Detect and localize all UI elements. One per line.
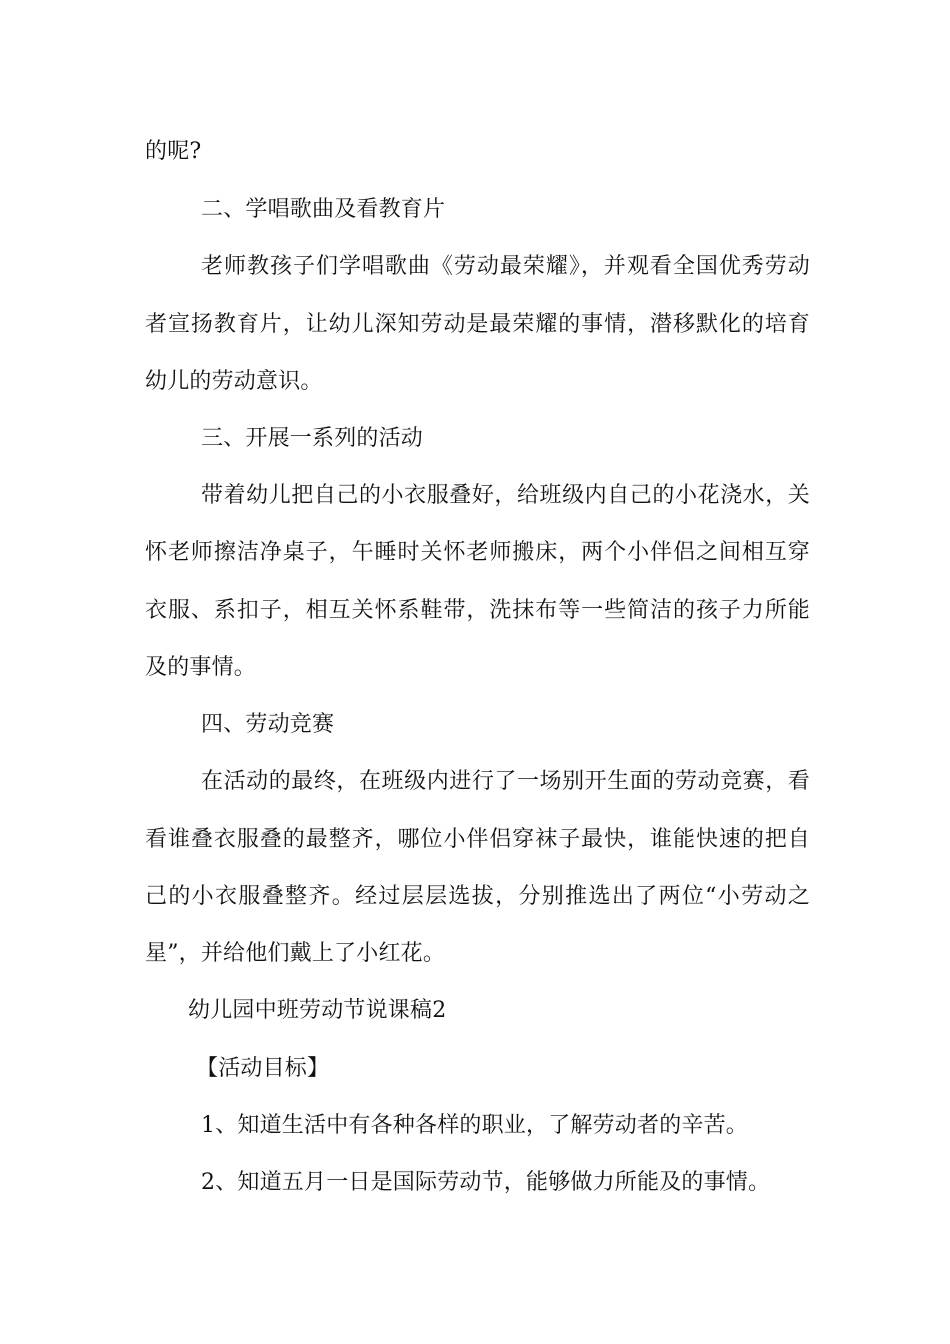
text-line: 己的小衣服叠整齐。经过层层选拔，分别推选出了两位“小劳动之 — [145, 884, 810, 909]
text-line: 怀老师擦洁净桌子，午睡时关怀老师搬床，两个小伴侣之间相互穿 — [145, 540, 810, 565]
text-line: 在活动的最终，在班级内进行了一场别开生面的劳动竞赛，看 — [201, 769, 810, 794]
section-heading: 四、劳动竞赛 — [201, 712, 335, 737]
text-line: 带着幼儿把自己的小衣服叠好，给班级内自己的小花浇水，关 — [201, 483, 810, 508]
list-item: 1、知道生活中有各种各样的职业，了解劳动者的辛苦。 — [201, 1113, 748, 1138]
text-line: 的呢? — [145, 139, 202, 164]
document-title: 幼儿园中班劳动节说课稿2 — [188, 998, 447, 1023]
text-line: 衣服、系扣子，相互关怀系鞋带，洗抹布等一些简洁的孩子力所能 — [145, 598, 810, 623]
subsection-heading: 【活动目标】 — [196, 1056, 330, 1081]
section-heading: 二、学唱歌曲及看教育片 — [201, 197, 446, 222]
text-line: 幼儿的劳动意识。 — [145, 369, 323, 394]
list-item: 2、知道五月一日是国际劳动节，能够做力所能及的事情。 — [201, 1170, 771, 1195]
text-line: 者宣扬教育片，让幼儿深知劳动是最荣耀的事情，潜移默化的培育 — [145, 312, 810, 337]
text-line: 及的事情。 — [145, 655, 257, 680]
text-line: 老师教孩子们学唱歌曲《劳动最荣耀》，并观看全国优秀劳动 — [201, 254, 810, 279]
section-heading: 三、开展一系列的活动 — [201, 426, 424, 451]
text-line: 星”，并给他们戴上了小红花。 — [145, 941, 446, 966]
text-line: 看谁叠衣服叠的最整齐，哪位小伴侣穿袜子最快，谁能快速的把自 — [145, 827, 810, 852]
